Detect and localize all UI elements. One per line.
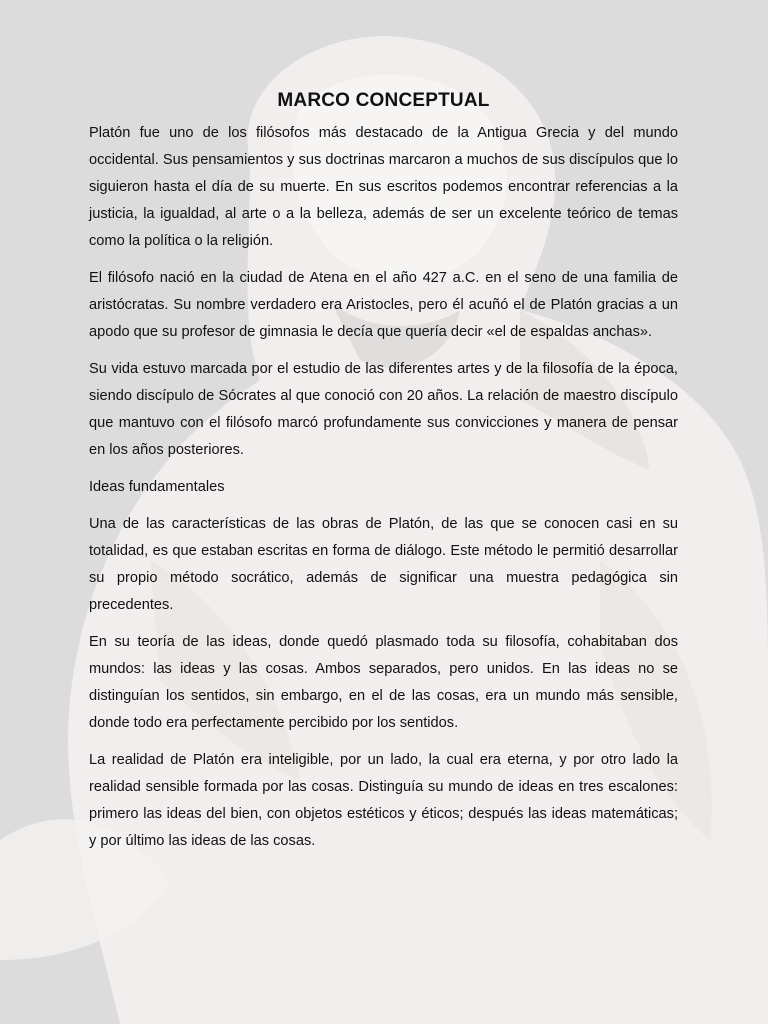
- paragraph-5: En su teoría de las ideas, donde quedó plasmado toda su filosofía, cohabitaban dos mundos: las ideas y las cosas. Ambos separados, pero unidos. En las ideas no se distinguían los sentidos, sin embargo, en el de las cosas, era un mundo más sensible, donde todo era perfectamente percibido por los sentidos.: [89, 634, 678, 731]
- paragraph-6: La realidad de Platón era inteligible, por un lado, la cual era eterna, y por otro lado la realidad sensible formada por las cosas. Distinguía su mundo de ideas en tres escalones: primero las ideas del bien, con objetos estéticos y éticos; después las ideas matemáticas; y por último las ideas de las cosas.: [89, 752, 678, 849]
- paragraph-4: Una de las características de las obras de Platón, de las que se conocen casi en su totalidad, es que estaban escritas en forma de diálogo. Este método le permitió desarrollar su propio método socrático, además de significar una muestra pedagógica sin precedentes.: [89, 516, 678, 613]
- paragraph-2: El filósofo nació en la ciudad de Atena en el año 427 a.C. en el seno de una familia de aristócratas. Su nombre verdadero era Aristocles, pero él acuñó el de Platón gracias a un apodo que su profesor de gimnasia le decía que quería decir «el de espaldas anchas».: [89, 270, 678, 340]
- section-heading: Ideas fundamentales: [89, 479, 225, 495]
- paragraph-3: Su vida estuvo marcada por el estudio de las diferentes artes y de la filosofía de la época, siendo discípulo de Sócrates al que conoció con 20 años. La relación de maestro discípulo que mantuvo con el filósofo marcó profundamente sus convicciones y manera de pensar en los años posteriores.: [89, 361, 678, 458]
- document-page: [89, 90, 678, 865]
- document-title: MARCO CONCEPTUAL: [277, 90, 490, 111]
- paragraph-1: Platón fue uno de los filósofos más destacado de la Antigua Grecia y del mundo occidental. Sus pensamientos y sus doctrinas marcaron a muchos de sus discípulos que lo siguieron hasta el día de su muerte. En sus escritos podemos encontrar referencias a la justicia, la igualdad, al arte o a la belleza, además de ser un excelente teórico de temas como la política o la religión.: [89, 125, 678, 249]
